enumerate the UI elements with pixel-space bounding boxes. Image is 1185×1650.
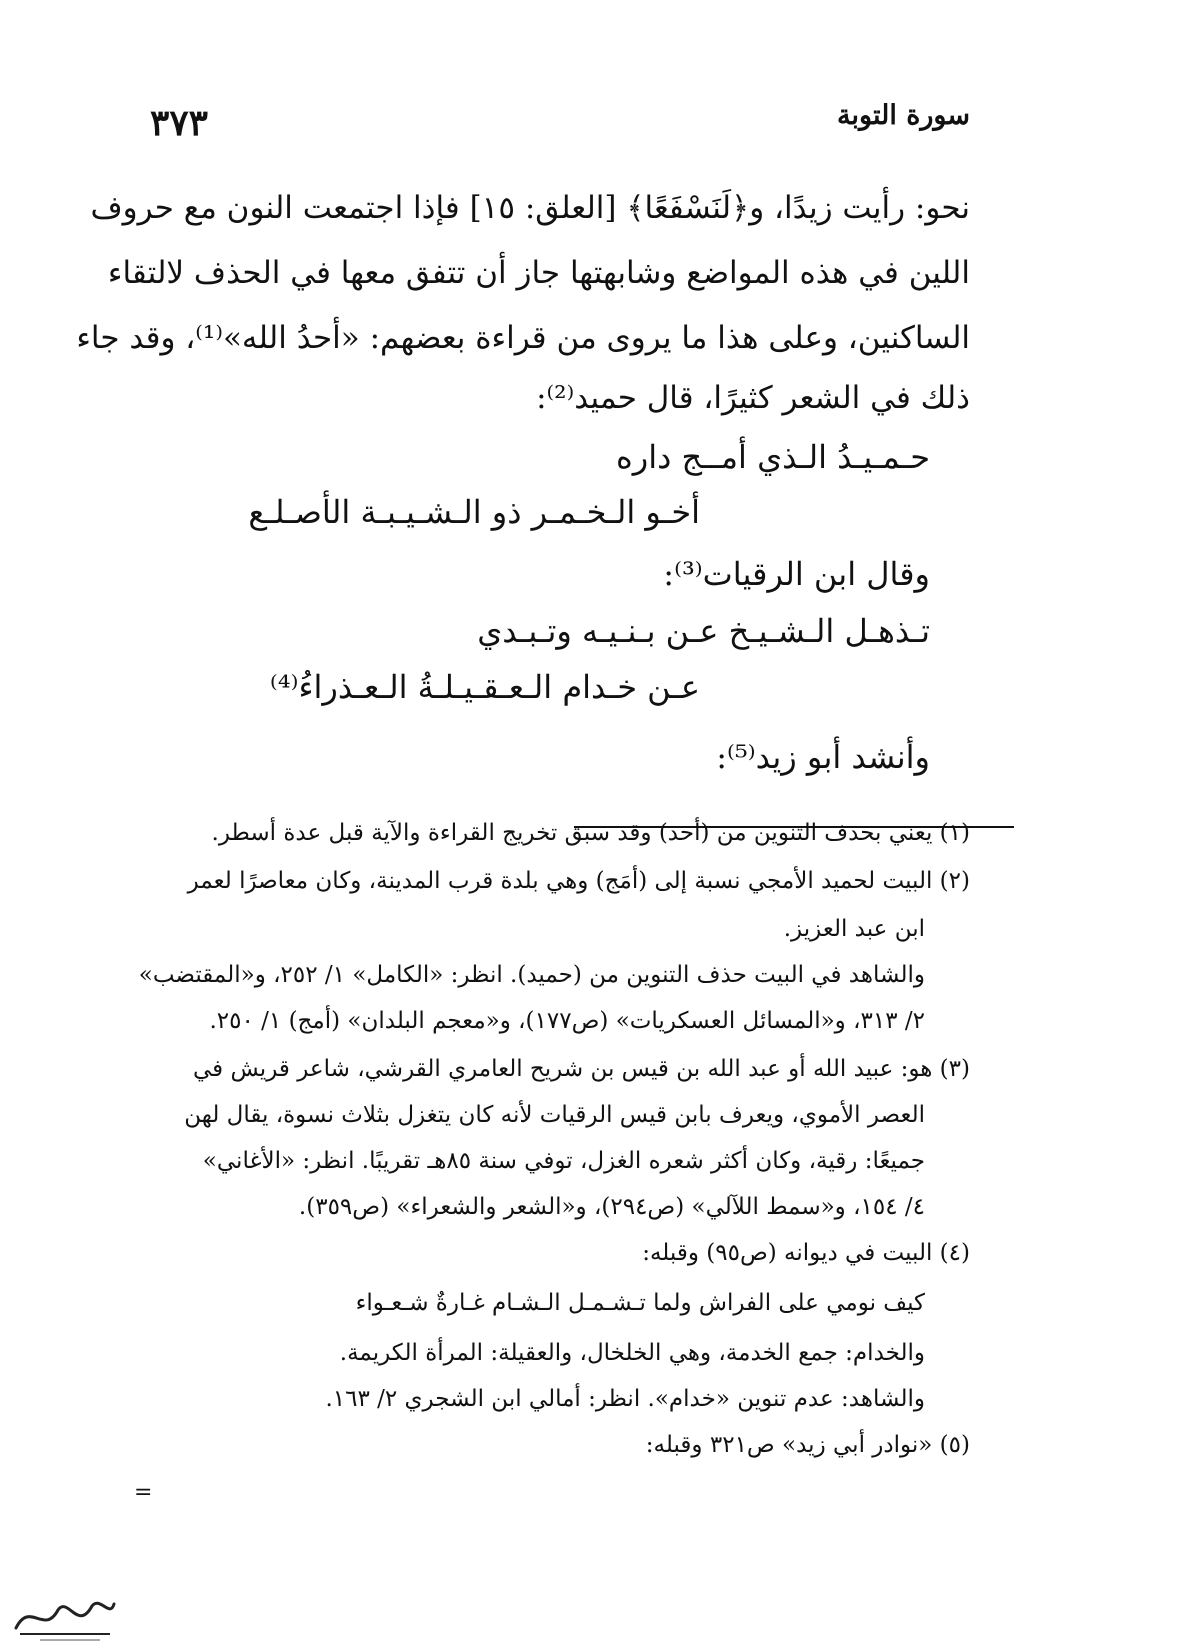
body-line: اللين في هذه المواضع وشابهتها جاز أن تتفق معها في الحذف لالتقاء — [107, 255, 970, 291]
body-line: ذلك في الشعر كثيرًا، قال حميد⁽²⁾: — [536, 380, 970, 416]
body-line: الساكنين، وعلى هذا ما يروى من قراءة بعضهم: «أحدُ الله»⁽¹⁾، وقد جاء — [76, 320, 970, 356]
verse-hemistich: أخـو الـخـمـر ذو الـشـيـبـة الأصـلـع — [248, 493, 700, 531]
footnote-line: ٢/ ٣١٣، و«المسائل العسكريات» (ص١٧٧)، و«معجم البلدان» (أمج) ١/ ٢٥٠. — [209, 1008, 925, 1034]
footnote-line: العصر الأموي، ويعرف بابن قيس الرقيات لأنه كان يتغزل بثلاث نسوة، يقال لهن — [184, 1102, 925, 1128]
footnote-line: ٤/ ١٥٤، و«سمط اللآلي» (ص٢٩٤)، و«الشعر والشعراء» (ص٣٥٩). — [298, 1194, 925, 1220]
verse-hemistich: عـن خـدام الـعـقـيـلـةُ الـعـذراءُ⁽⁴⁾ — [269, 668, 700, 706]
footnote-line: (٤) البيت في ديوانه (ص٩٥) وقبله: — [642, 1240, 970, 1266]
verse-intro: وقال ابن الرقيات⁽³⁾: — [663, 555, 930, 593]
footnote-line: ابن عبد العزيز. — [783, 916, 925, 942]
footnote-line: (١) يعني بحذف التنوين من (أحد) وقد سبق تخريج القراءة والآية قبل عدة أسطر. — [211, 820, 970, 846]
page-number: ٣٧٣ — [150, 102, 209, 144]
footnote-verse: كيف نومي على الفراش ولما تـشـمـل الـشـام غـارةٌ شـعـواء — [355, 1290, 925, 1316]
verse-hemistich: تـذهـل الـشـيـخ عـن بـنـيـه وتـبـدي — [477, 612, 930, 650]
footnote-line: والشاهد في البيت حذف التنوين من (حميد). انظر: «الكامل» ١/ ٢٥٢، و«المقتضب» — [138, 962, 925, 988]
continuation-mark: = — [134, 1480, 153, 1505]
footnote-line: جميعًا: رقية، وكان أكثر شعره الغزل، توفي سنة ٨٥هـ تقريبًا. انظر: «الأغاني» — [202, 1148, 925, 1174]
body-line: نحو: رأيت زيدًا، و﴿لَنَسْفَعًا﴾ [العلق: ١٥] فإذا اجتمعت النون مع حروف — [90, 190, 970, 226]
footnote-line: والخدام: جمع الخدمة، وهي الخلخال، والعقيلة: المرأة الكريمة. — [339, 1340, 925, 1366]
verse-intro: وأنشد أبو زيد⁽⁵⁾: — [716, 738, 930, 776]
footnote-line: والشاهد: عدم تنوين «خدام». انظر: أمالي ابن الشجري ٢/ ١٦٣. — [325, 1386, 925, 1412]
publisher-logo — [10, 1588, 120, 1644]
footnote-line: (٥) «نوادر أبي زيد» ص٣٢١ وقبله: — [645, 1432, 970, 1458]
verse-hemistich: حـمـيـدُ الـذي أمــج داره — [615, 438, 930, 476]
surah-title: سورة التوبة — [837, 100, 970, 131]
footnote-line: (٢) البيت لحميد الأمجي نسبة إلى (أمَج) وهي بلدة قرب المدينة، وكان معاصرًا لعمر — [187, 868, 970, 894]
footnote-line: (٣) هو: عبيد الله أو عبد الله بن قيس بن شريح العامري القرشي، شاعر قريش في — [193, 1056, 970, 1082]
